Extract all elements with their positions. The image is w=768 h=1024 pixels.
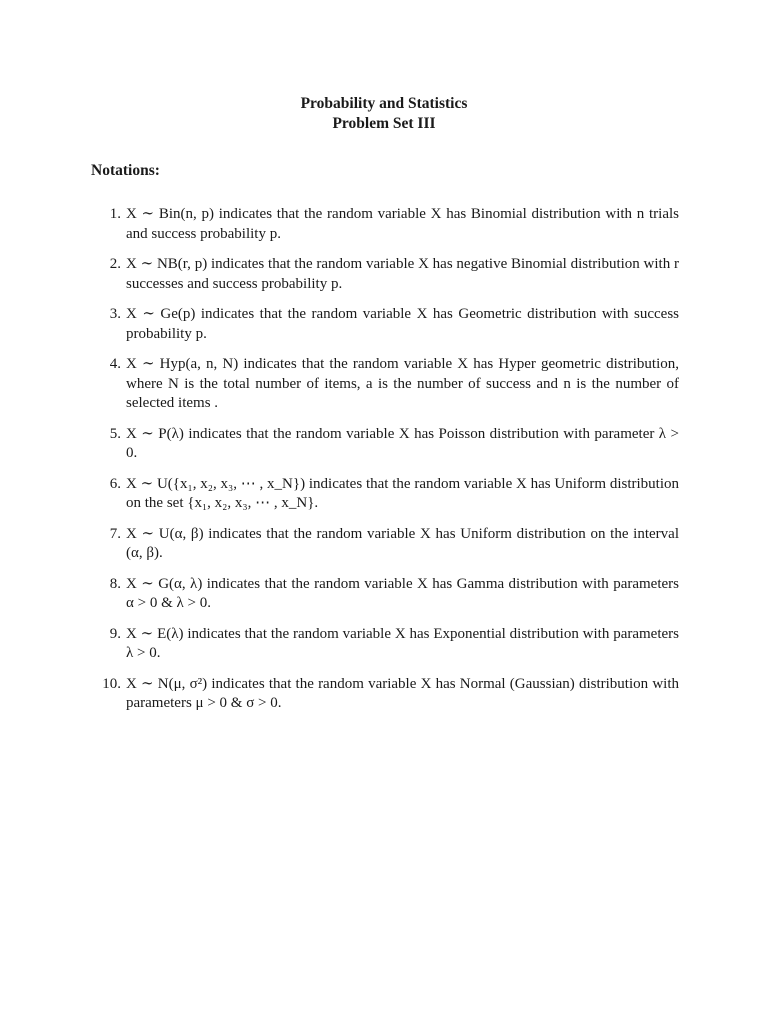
item-number: 1. xyxy=(109,206,121,222)
list-item xyxy=(91,255,679,294)
list-item xyxy=(91,475,679,514)
list-item xyxy=(91,525,679,564)
list-item xyxy=(91,575,679,614)
list-item xyxy=(91,425,679,464)
list-item xyxy=(91,305,679,344)
item-number: 2. xyxy=(109,256,121,272)
item-text: X ∼ G(α, λ) indicates that the random variable X has Gamma distribution with parameters α > 0 & λ > 0. xyxy=(126,575,679,611)
document-subtitle: Problem Set III xyxy=(332,115,436,132)
list-item xyxy=(91,625,679,664)
item-text: X ∼ E(λ) indicates that the random variable X has Exponential distribution with parameters λ > 0. xyxy=(126,625,679,661)
section-heading: Notations: xyxy=(91,162,160,179)
document-title: Probability and Statistics xyxy=(300,95,468,112)
item-text: X ∼ P(λ) indicates that the random variable X has Poisson distribution with parameter λ > 0. xyxy=(126,425,679,461)
item-number: 6. xyxy=(109,475,121,492)
item-number: 8. xyxy=(109,575,121,592)
item-text: X ∼ Hyp(a, n, N) indicates that the random variable X has Hyper geometric distribution, where N is the total number of items, a is the number of success and n is the number of selected items . xyxy=(126,356,679,411)
item-number: 7. xyxy=(109,525,121,542)
item-text: X ∼ U({x₁, x₂, x₃, ⋯ , x_N}) indicates that the random variable X has Uniform distribution on the set {x₁, x₂, x₃, ⋯ , x_N}. xyxy=(126,475,679,511)
item-text: X ∼ U(α, β) indicates that the random variable X has Uniform distribution on the interval (α, β). xyxy=(126,525,679,561)
item-text: X ∼ N(μ, σ²) indicates that the random variable X has Normal (Gaussian) distribution with parameters μ > 0 & σ > 0. xyxy=(126,675,679,711)
item-number: 5. xyxy=(109,425,121,442)
item-text: X ∼ Ge(p) indicates that the random variable X has Geometric distribution with success probability p. xyxy=(126,306,679,342)
item-text: X ∼ NB(r, p) indicates that the random variable X has negative Binomial distribution with r successes and success probability p. xyxy=(126,256,679,292)
list-item xyxy=(91,675,679,714)
notation-list xyxy=(91,205,679,725)
item-number: 9. xyxy=(109,625,121,642)
list-item xyxy=(91,355,679,414)
list-item xyxy=(91,205,679,244)
item-number: 3. xyxy=(109,306,121,322)
item-number: 10. xyxy=(102,675,121,692)
item-text: X ∼ Bin(n, p) indicates that the random variable X has Binomial distribution with n trials and success probability p. xyxy=(126,206,679,242)
item-number: 4. xyxy=(109,356,121,372)
title-block xyxy=(0,94,768,134)
